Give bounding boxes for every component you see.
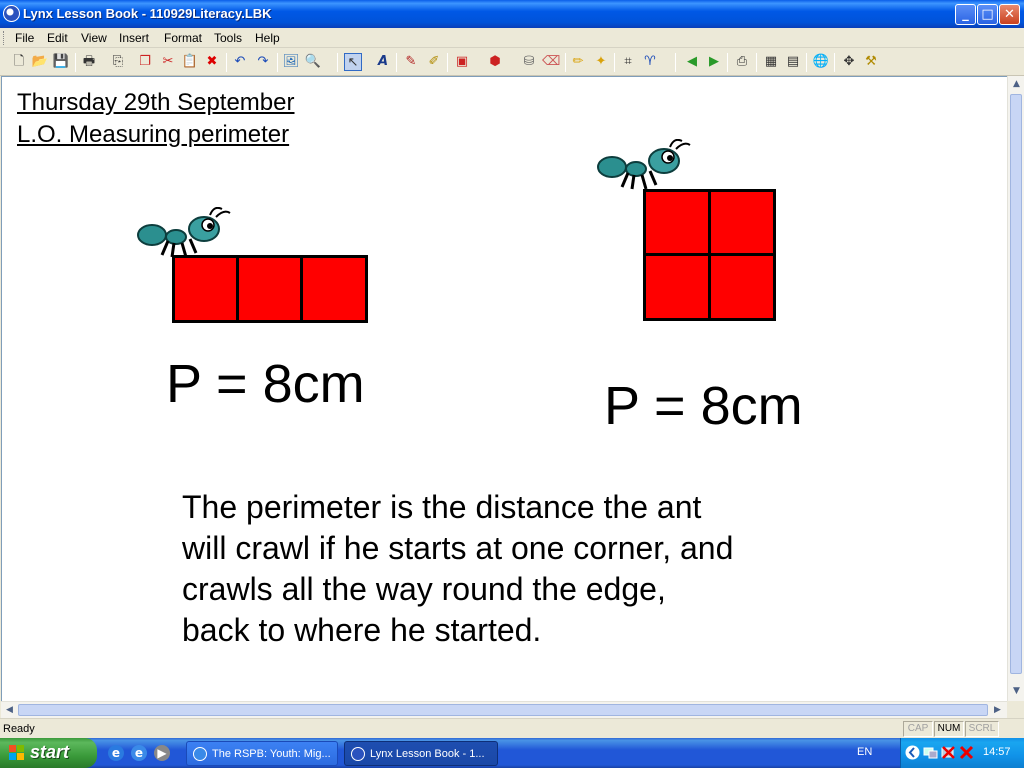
menu-tools[interactable]: Tools (214, 31, 243, 45)
paste-icon[interactable]: 📋 (181, 54, 199, 69)
scroll-down-button[interactable]: ▼ (1013, 686, 1020, 696)
menu-insert[interactable]: Insert (119, 31, 150, 45)
toolbar-separator (756, 53, 757, 72)
security-alert-icon[interactable] (959, 745, 974, 760)
print-icon[interactable]: 🖶 (82, 54, 96, 69)
toolbar-separator (75, 53, 76, 72)
toolbar-separator (614, 53, 615, 72)
scroll-right-button[interactable]: ▶ (994, 705, 1001, 715)
status-bar (0, 718, 1024, 738)
scroll-left-button[interactable]: ◀ (6, 705, 13, 715)
perimeter-left: P = 8cm (166, 354, 365, 414)
highlighter-icon[interactable]: ✐ (428, 54, 440, 69)
toolbar-separator (337, 53, 338, 72)
toolbar-separator (565, 53, 566, 72)
copy-page-icon[interactable]: ⎘ (112, 54, 124, 69)
menu-file[interactable]: File (15, 31, 35, 45)
browser-icon[interactable]: e (131, 745, 147, 761)
menu-grip[interactable] (3, 31, 6, 45)
redo-icon[interactable]: ↷ (257, 54, 269, 69)
perimeter-right: P = 8cm (604, 376, 803, 436)
toolbar-separator (834, 53, 835, 72)
menu-view[interactable]: View (81, 31, 107, 45)
caps-lock-indicator: CAP (903, 721, 933, 737)
title-bar[interactable] (0, 0, 1024, 28)
vertical-scrollbar[interactable] (1007, 76, 1024, 701)
insert-image-icon[interactable]: 🖼 (282, 54, 300, 69)
ant-left-image (136, 207, 232, 259)
vertical-scroll-thumb[interactable] (1010, 94, 1022, 674)
horizontal-scroll-thumb[interactable] (18, 704, 988, 716)
close-button[interactable]: ✕ (999, 4, 1020, 25)
back-icon[interactable]: ◀ (687, 54, 697, 69)
menu-edit[interactable]: Edit (47, 31, 68, 45)
lynx-icon (351, 747, 365, 761)
delete-icon[interactable]: ✖ (206, 54, 218, 69)
network-disconnected-icon[interactable] (941, 745, 956, 760)
magic-marker-icon[interactable]: ✦ (595, 54, 607, 69)
start-button[interactable] (0, 738, 97, 768)
zoom-icon[interactable]: 🔍 (304, 54, 322, 69)
move-icon[interactable]: ✥ (843, 54, 855, 69)
task-label: Lynx Lesson Book - 1... (370, 748, 485, 760)
perimeter-explanation (182, 487, 842, 651)
tools-icon[interactable]: ⚒ (865, 54, 877, 69)
undo-icon[interactable]: ↶ (234, 54, 246, 69)
grid-line (300, 255, 303, 323)
menu-help[interactable]: Help (255, 31, 280, 45)
explanation-line: crawls all the way round the edge, (182, 571, 666, 607)
task-lynx[interactable] (344, 741, 498, 766)
maximize-button[interactable]: □ (977, 4, 998, 25)
scroll-lock-indicator: SCRL (965, 721, 999, 737)
toolbar-separator (447, 53, 448, 72)
explanation-line: back to where he started. (182, 612, 542, 648)
marker-icon[interactable]: ✏ (572, 54, 584, 69)
menu-bar (0, 28, 1024, 48)
tray-expand-icon[interactable] (905, 745, 920, 760)
pen-icon[interactable]: ✎ (405, 54, 417, 69)
forward-icon[interactable]: ▶ (709, 54, 719, 69)
toolbar-separator (806, 53, 807, 72)
clock[interactable]: 14:57 (983, 746, 1011, 758)
media-player-icon[interactable]: ▶ (154, 745, 170, 761)
app-icon[interactable] (3, 5, 20, 22)
grid-line (643, 253, 776, 256)
toolbar-separator (396, 53, 397, 72)
save-icon[interactable]: 💾 (52, 54, 70, 69)
crop-icon[interactable]: ⌗ (624, 54, 632, 69)
explanation-line: will crawl if he starts at one corner, and (182, 530, 734, 566)
start-label: start (30, 742, 70, 762)
new-icon[interactable]: 🗋 (13, 54, 25, 69)
language-indicator[interactable]: EN (857, 746, 873, 758)
windows-logo-icon (9, 745, 25, 761)
window-title: Lynx Lesson Book - 110929Literacy.LBK (23, 6, 272, 21)
cut-icon[interactable]: ✂ (162, 54, 174, 69)
taskbar (0, 738, 1024, 768)
scroll-up-button[interactable]: ▲ (1013, 79, 1020, 89)
menu-format[interactable]: Format (164, 31, 203, 45)
learning-objective: L.O. Measuring perimeter (17, 121, 290, 148)
internet-explorer-icon (193, 747, 207, 761)
system-tray (857, 738, 1024, 768)
num-lock-indicator: NUM (934, 721, 964, 737)
horizontal-scrollbar[interactable] (1, 701, 1007, 718)
pointer-icon[interactable]: ↖ (344, 53, 362, 71)
shape-icon[interactable]: ▣ (455, 54, 469, 69)
toolbar-separator (727, 53, 728, 72)
ant-right-image (596, 139, 692, 191)
explanation-line: The perimeter is the distance the ant (182, 489, 702, 525)
text-icon[interactable]: A (377, 54, 389, 69)
eraser-icon[interactable]: ⌫ (542, 54, 561, 69)
toolbar-separator (277, 53, 278, 72)
web-icon[interactable]: 🌐 (812, 54, 830, 69)
lesson-page[interactable] (1, 76, 1007, 701)
calendar-icon[interactable]: ▤ (786, 54, 800, 69)
lesson-date: Thursday 29th September (17, 89, 295, 116)
minimize-button[interactable]: _ (955, 4, 976, 25)
network-icon[interactable] (923, 745, 938, 760)
toolbar (0, 49, 1024, 76)
grid-line (236, 255, 239, 323)
toolbar-separator (226, 53, 227, 72)
calculator-icon[interactable]: ▦ (764, 54, 778, 69)
task-rspb[interactable] (186, 741, 338, 766)
fill-colour-icon[interactable]: ⬢ (489, 54, 501, 69)
slides-icon[interactable]: ⎙ (736, 54, 748, 69)
rectangle-shape[interactable] (172, 255, 368, 323)
paint-format-icon[interactable]: ♈ (644, 54, 656, 69)
copy-icon[interactable]: ❐ (139, 54, 151, 69)
fill-icon[interactable]: ⛁ (523, 54, 535, 69)
toolbar-separator (675, 53, 676, 72)
task-label: The RSPB: Youth: Mig... (212, 748, 331, 760)
internet-explorer-icon[interactable]: e (108, 745, 124, 761)
status-text: Ready (3, 723, 35, 735)
open-icon[interactable]: 📂 (31, 54, 49, 69)
